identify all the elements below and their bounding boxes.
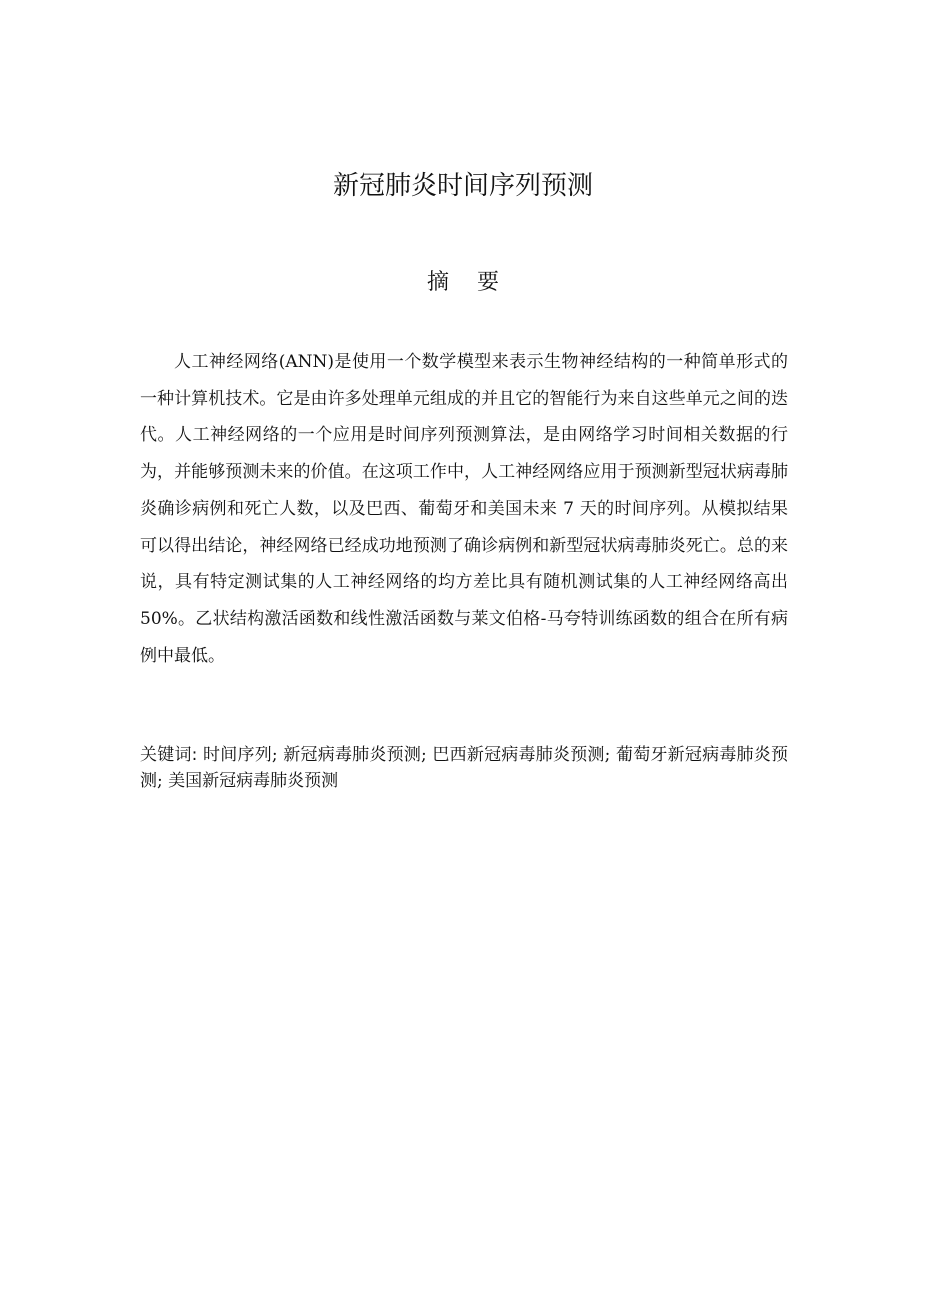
abstract-body: 人工神经网络(ANN)是使用一个数学模型来表示生物神经结构的一种简单形式的一种计算机技术。它是由许多处理单元组成的并且它的智能行为来自这些单元之间的迭代。人工神经网络的一个应用是时间序列预测算法，是由网络学习时间相关数据的行为，并能够预测未来的价值。在这项工作中，人工神经网络应用于预测新型冠状病毒肺炎确诊病例和死亡人数，以及巴西、葡萄牙和美国未来 7 天的时间序列。从模拟结果可以得出结论，神经网络已经成功地预测了确诊病例和新型冠状病毒肺炎死亡。总的来说，具有特定测试集的人工神经网络的均方差比具有随机测试集的人工神经网络高出 50%。乙状结构激活函数和线性激活函数与莱文伯格-马夸特训练函数的组合在所有病例中最低。 xyxy=(140,352,788,666)
keywords-label: 关键词: xyxy=(140,745,198,765)
paper-title: 新冠肺炎时间序列预测 xyxy=(332,171,593,201)
keywords-text: 时间序列; 新冠病毒肺炎预测; 巴西新冠病毒肺炎预测; 葡萄牙新冠病毒肺炎预测; 美国新冠病毒肺炎预测 xyxy=(140,745,789,791)
abstract-heading: 摘要 xyxy=(426,270,527,295)
keywords-section xyxy=(140,742,788,794)
